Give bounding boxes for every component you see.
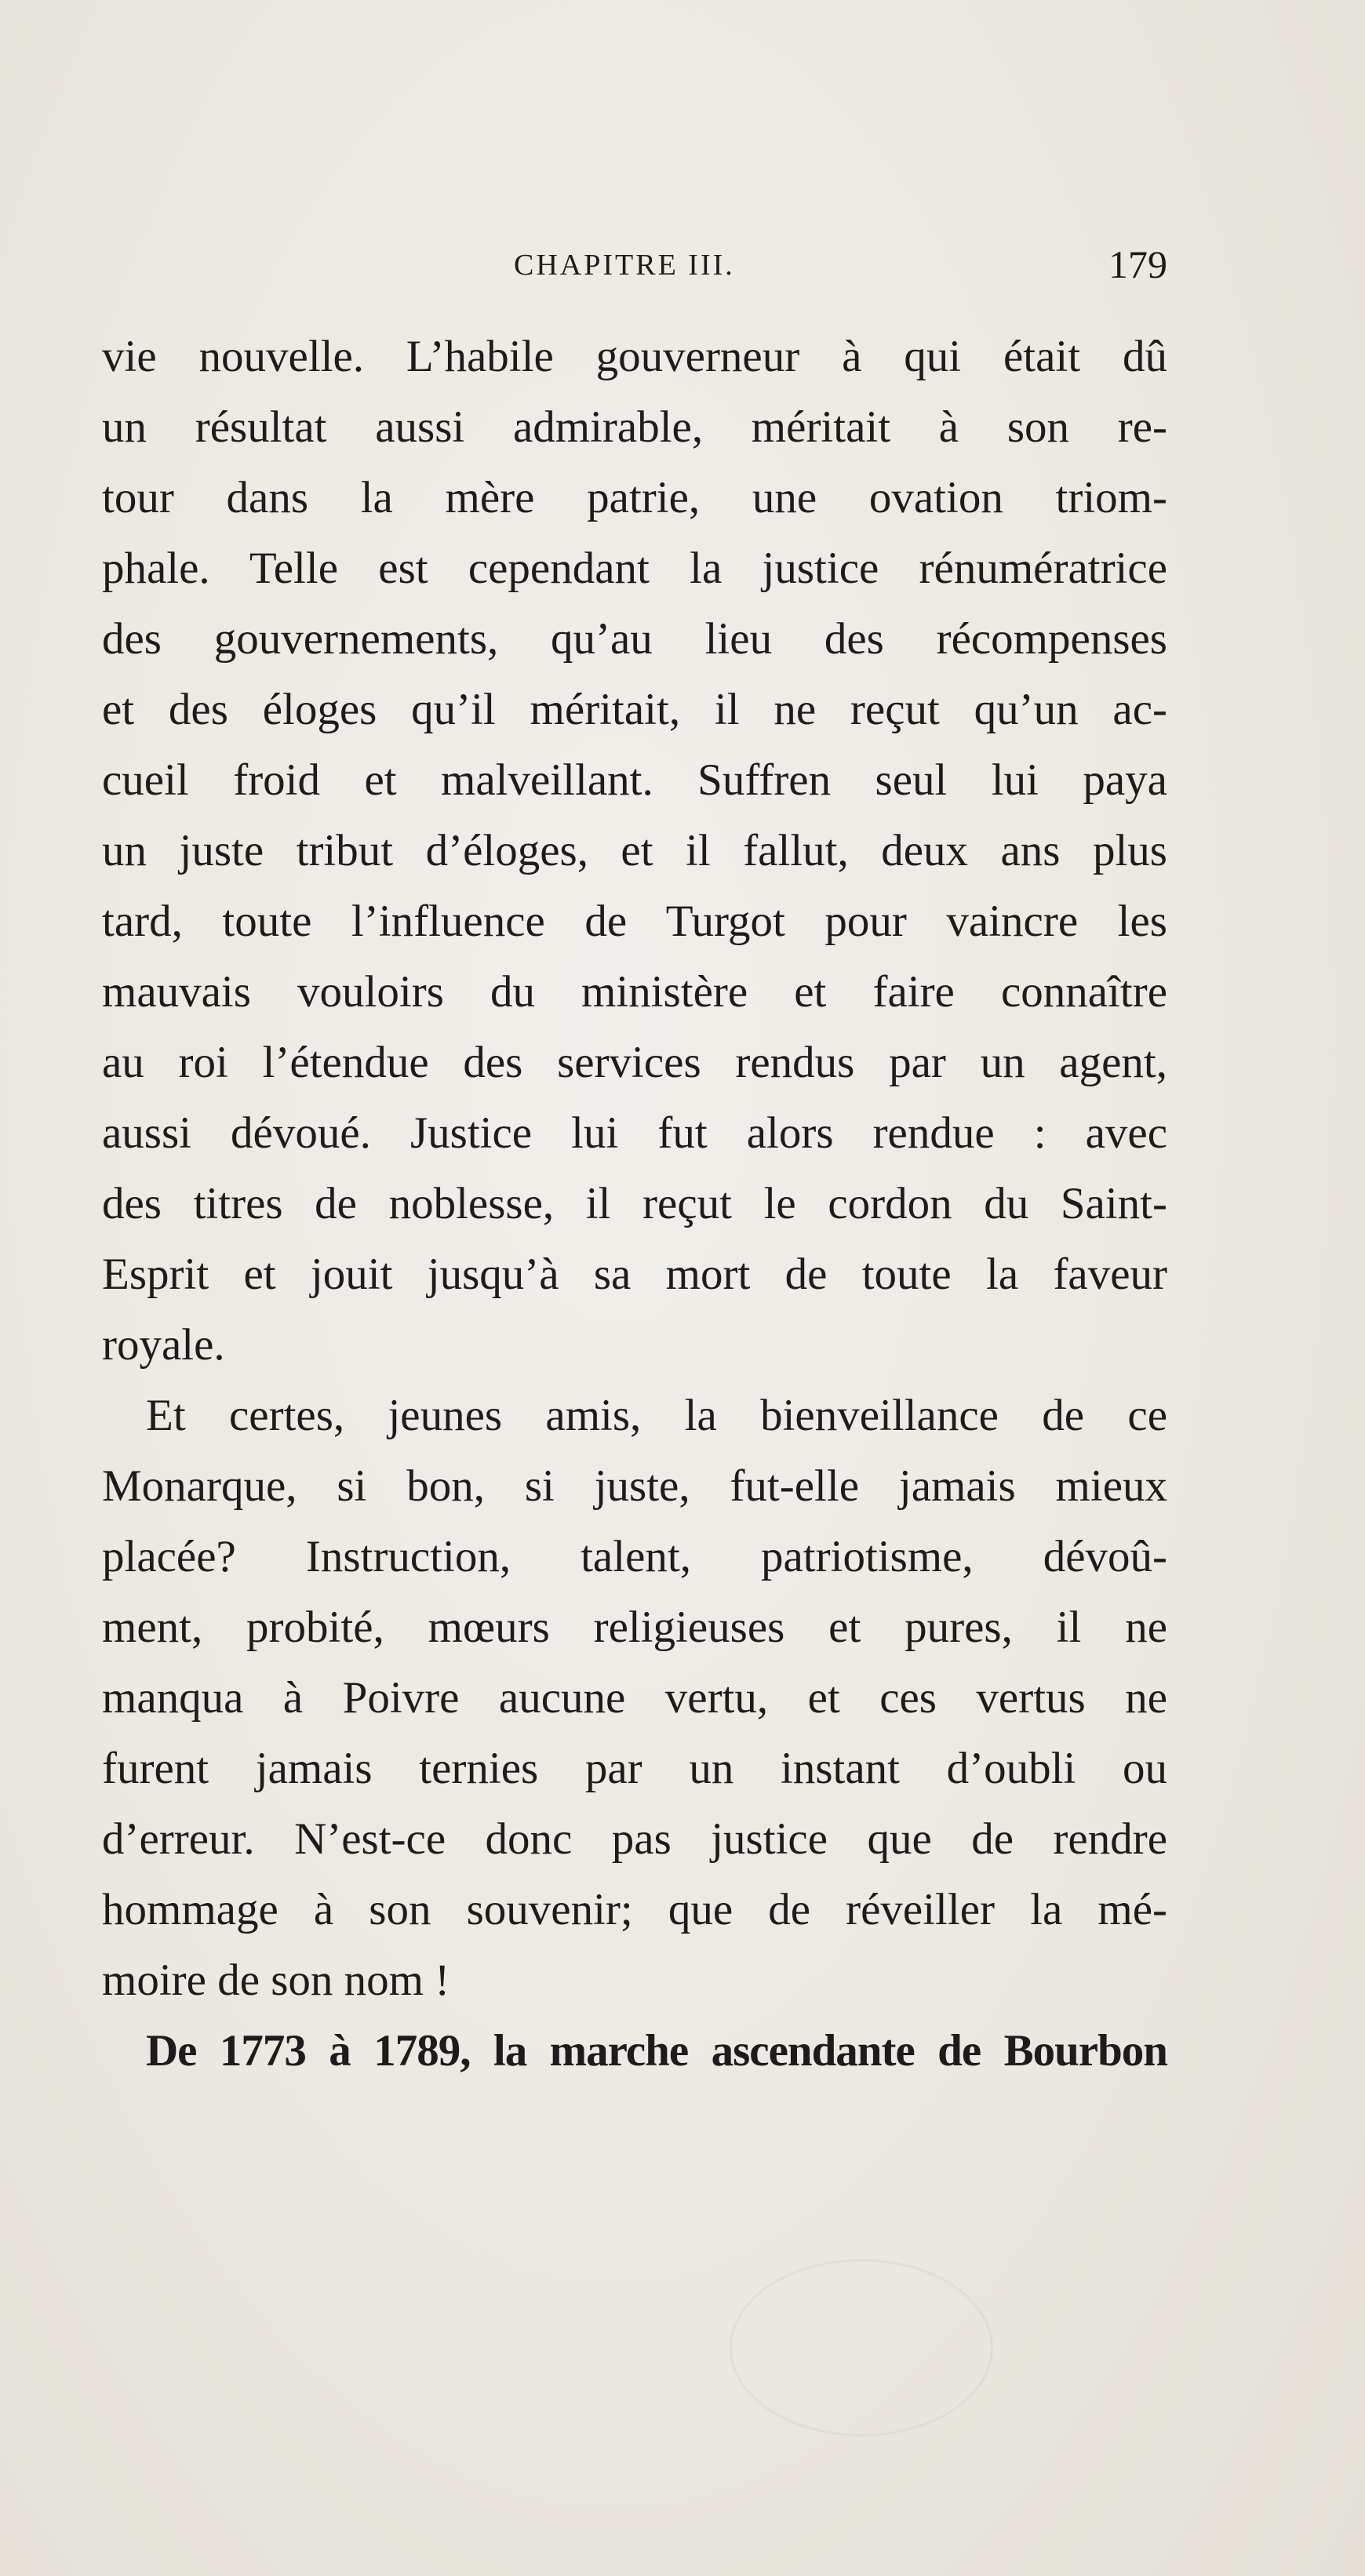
text-line: des titres de noblesse, il reçut le cordon du Saint- — [102, 1179, 1167, 1228]
text-line: Et certes, jeunes amis, la bienveillance de ce — [146, 1391, 1167, 1440]
text-line: cueil froid et malveillant. Suffren seul lui paya — [102, 755, 1167, 805]
body-text — [102, 322, 1167, 2087]
text-line: au roi l’étendue des services rendus par un agent, — [102, 1038, 1167, 1087]
text-line: hommage à son souvenir; que de réveiller la mé- — [102, 1885, 1167, 1934]
text-line: moire de son nom ! — [102, 1956, 450, 2005]
faint-library-stamp — [730, 2259, 993, 2436]
text-line: royale. — [102, 1320, 225, 1370]
text-line: ment, probité, mœurs religieuses et pures, il ne — [102, 1603, 1167, 1652]
text-line: d’erreur. N’est-ce donc pas justice que de rendre — [102, 1814, 1167, 1864]
text-line: phale. Telle est cependant la justice rénumératrice — [102, 544, 1167, 593]
text-line: aussi dévoué. Justice lui fut alors rendue : avec — [102, 1108, 1167, 1158]
page-number: 179 — [1108, 242, 1167, 286]
text-line: un résultat aussi admirable, méritait à son re- — [102, 402, 1167, 452]
text-line: et des éloges qu’il méritait, il ne reçut qu’un ac- — [102, 685, 1167, 734]
text-line: manqua à Poivre aucune vertu, et ces vertus ne — [102, 1673, 1167, 1723]
page-header — [102, 242, 1167, 297]
text-line: un juste tribut d’éloges, et il fallut, deux ans plus — [102, 826, 1167, 875]
text-line: De 1773 à 1789, la marche ascendante de Bourbon — [146, 2026, 1167, 2076]
text-line: Esprit et jouit jusqu’à sa mort de toute la faveur — [102, 1250, 1167, 1299]
text-line: des gouvernements, qu’au lieu des récompenses — [102, 614, 1167, 664]
text-line: furent jamais ternies par un instant d’oubli ou — [102, 1744, 1167, 1793]
text-line: tard, toute l’influence de Turgot pour vaincre les — [102, 897, 1167, 946]
running-head: CHAPITRE III. — [514, 249, 735, 282]
text-line: placée? Instruction, talent, patriotisme, dévoû- — [102, 1532, 1167, 1581]
text-line: mauvais vouloirs du ministère et faire connaître — [102, 967, 1167, 1017]
text-line: Monarque, si bon, si juste, fut-elle jamais mieux — [102, 1461, 1167, 1511]
text-line: vie nouvelle. L’habile gouverneur à qui était dû — [102, 332, 1167, 381]
text-line: tour dans la mère patrie, une ovation triom- — [102, 473, 1167, 522]
